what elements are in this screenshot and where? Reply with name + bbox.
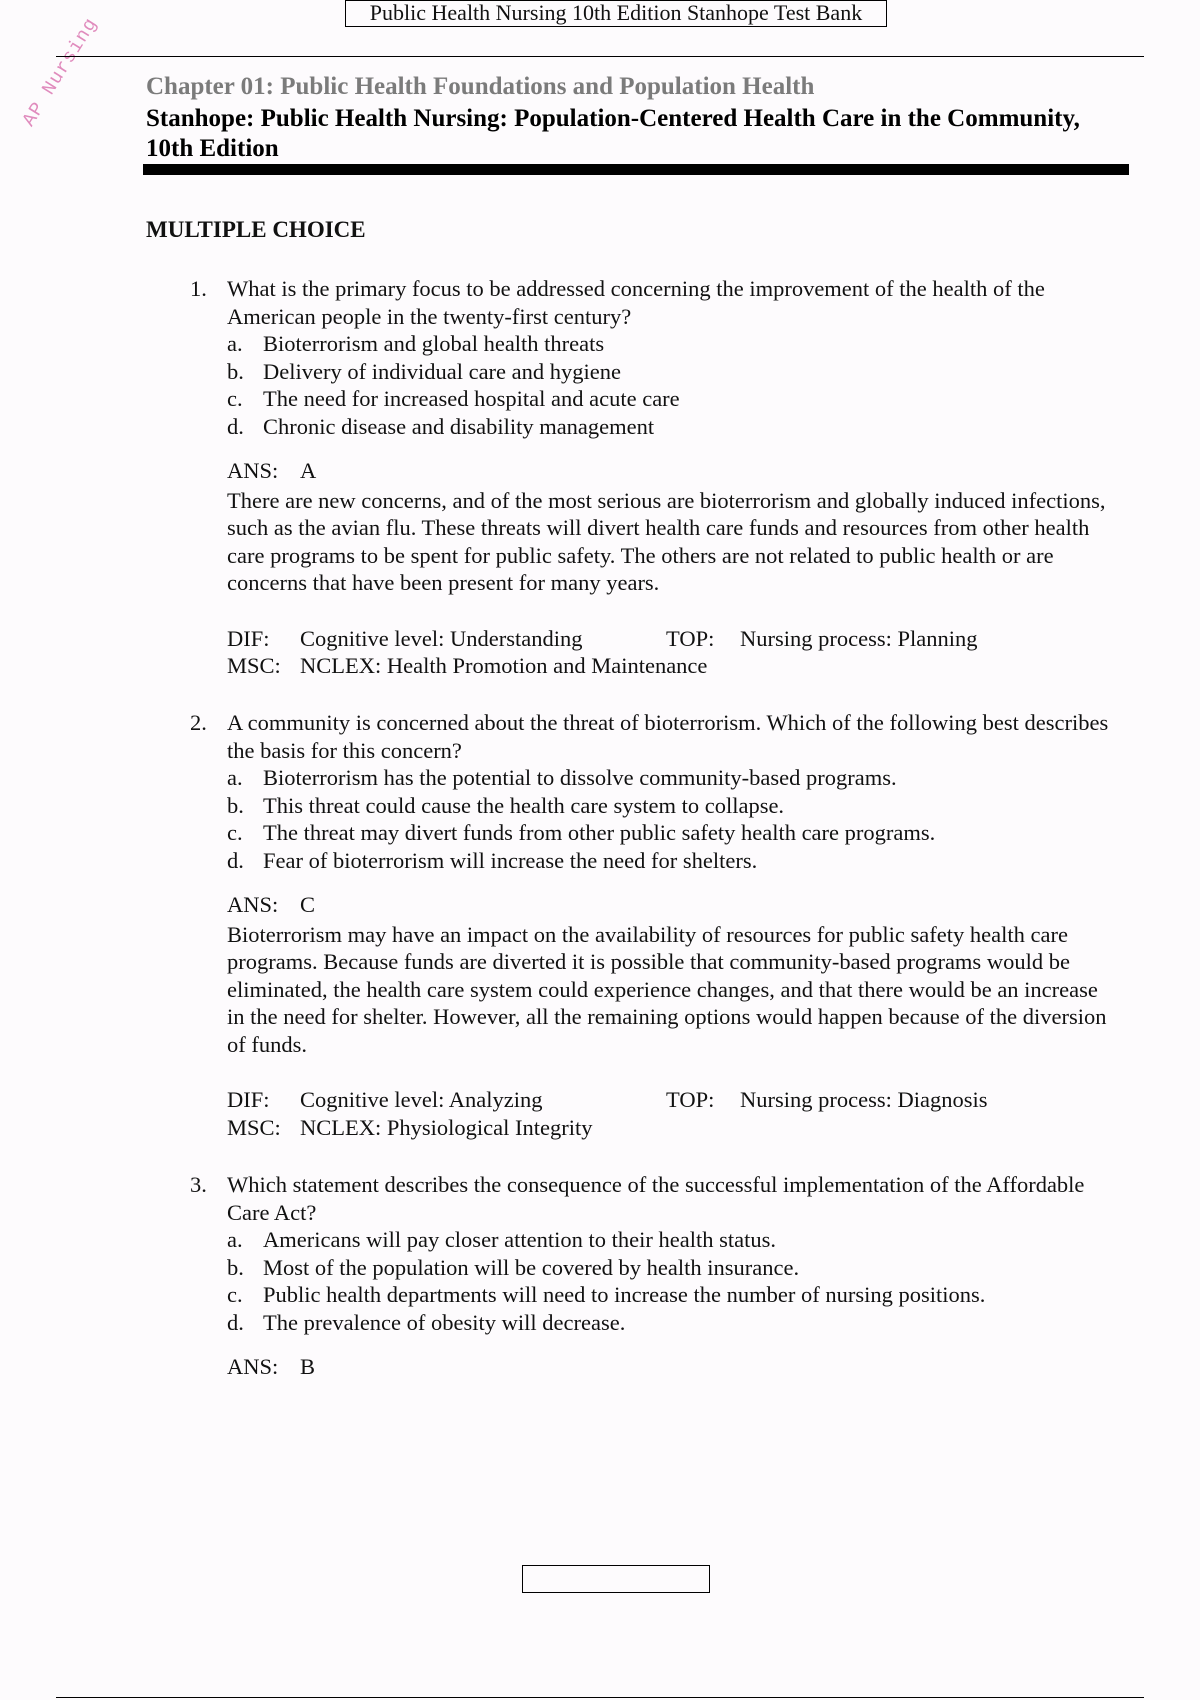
answer: [227, 457, 1120, 485]
rationale: There are new concerns, and of the most serious are bioterrorism and globally induced infections, such as the avian flu. These threats will divert health care funds and resources from other health care programs to be spent for public safety. The others are not related to public health or are concerns that have been present for many years.: [227, 487, 1106, 595]
top-label: TOP:: [666, 1087, 715, 1112]
msc-label: MSC:: [227, 653, 281, 678]
option-text: Americans will pay closer attention to their health status.: [263, 1227, 776, 1252]
footer-divider: [56, 1697, 1144, 1698]
question-3: [190, 1171, 1120, 1381]
option-letter: c.: [227, 820, 243, 845]
title-divider: [143, 164, 1129, 175]
option-b: [227, 1254, 1120, 1282]
page-number-box: [522, 1565, 710, 1593]
option-letter: c.: [227, 386, 243, 411]
option-text: Fear of bioterrorism will increase the need for shelters.: [263, 847, 758, 873]
section-heading: MULTIPLE CHOICE: [146, 217, 366, 242]
answer-label: ANS:: [227, 892, 279, 917]
msc-value: NCLEX: Physiological Integrity: [300, 1114, 593, 1140]
option-text: The threat may divert funds from other public safety health care programs.: [263, 820, 936, 845]
answer: [227, 891, 1120, 919]
chapter-title: Chapter 01: Public Health Foundations and Population Health: [146, 73, 815, 100]
answer: [227, 1353, 1120, 1381]
document-title: Public Health Nursing 10th Edition Stanhope Test Bank: [345, 0, 887, 27]
option-d: [227, 1309, 1120, 1337]
option-text: Delivery of individual care and hygiene: [263, 358, 621, 384]
option-letter: a.: [227, 1227, 243, 1252]
option-letter: b.: [227, 358, 244, 384]
option-c: [227, 1281, 1120, 1309]
option-letter: d.: [227, 847, 244, 873]
answer-value: B: [300, 1354, 316, 1379]
option-text: Bioterrorism has the potential to dissolve community-based programs.: [263, 765, 897, 790]
top-label: TOP:: [666, 625, 715, 651]
dif-value: Cognitive level: Analyzing: [300, 1087, 543, 1112]
header-divider: [56, 56, 1144, 57]
option-letter: a.: [227, 331, 243, 356]
dif-label: DIF:: [227, 625, 270, 651]
question-stem: Which statement describes the consequence of the successful implementation of the Affordable Care Act?: [227, 1172, 1085, 1225]
question-meta: [227, 1086, 1120, 1141]
question-1: [190, 275, 1120, 680]
option-c: [227, 385, 1120, 413]
option-letter: b.: [227, 1254, 244, 1280]
answer-label: ANS:: [227, 1354, 279, 1379]
option-d: [227, 413, 1120, 441]
option-letter: b.: [227, 792, 244, 818]
top-value: Nursing process: Planning: [740, 625, 978, 651]
option-letter: d.: [227, 1309, 244, 1335]
option-text: Chronic disease and disability management: [263, 413, 655, 439]
question-meta: [227, 625, 1120, 680]
answer-value: A: [300, 458, 317, 483]
option-letter: a.: [227, 765, 243, 790]
msc-label: MSC:: [227, 1114, 281, 1140]
option-a: [227, 330, 1120, 358]
option-b: [227, 358, 1120, 386]
option-text: Bioterrorism and global health threats: [263, 331, 605, 356]
answer-label: ANS:: [227, 458, 279, 483]
option-text: This threat could cause the health care system to collapse.: [263, 792, 785, 818]
answer-value: C: [300, 892, 316, 917]
question-number: 1.: [190, 276, 207, 301]
option-text: Public health departments will need to increase the number of nursing positions.: [263, 1282, 986, 1307]
option-text: The prevalence of obesity will decrease.: [263, 1309, 626, 1335]
watermark: AP Nursing: [17, 13, 103, 131]
option-a: [227, 1226, 1120, 1254]
option-b: [227, 792, 1120, 820]
options-list: [227, 1226, 1120, 1336]
option-d: [227, 847, 1120, 875]
question-stem: A community is concerned about the threat of bioterrorism. Which of the following best describes the basis for this concern?: [227, 710, 1109, 763]
msc-value: NCLEX: Health Promotion and Maintenance: [300, 653, 708, 678]
book-title: Stanhope: Public Health Nursing: Population-Centered Health Care in the Community, 10th Edition: [146, 105, 1080, 162]
option-a: [227, 764, 1120, 792]
dif-label: DIF:: [227, 1087, 270, 1112]
option-c: [227, 819, 1120, 847]
top-value: Nursing process: Diagnosis: [740, 1087, 988, 1112]
dif-value: Cognitive level: Understanding: [300, 625, 583, 651]
option-letter: d.: [227, 413, 244, 439]
question-2: [190, 709, 1120, 1141]
question-number: 3.: [190, 1172, 207, 1197]
option-letter: c.: [227, 1282, 243, 1307]
options-list: [227, 330, 1120, 440]
question-number: 2.: [190, 710, 207, 735]
option-text: Most of the population will be covered by health insurance.: [263, 1254, 800, 1280]
option-text: The need for increased hospital and acute care: [263, 386, 680, 411]
options-list: [227, 764, 1120, 874]
question-stem: What is the primary focus to be addressed concerning the improvement of the health of the American people in the twenty-first century?: [227, 276, 1045, 329]
rationale: Bioterrorism may have an impact on the availability of resources for public safety health care programs. Because funds are diverted it is possible that community-based programs would be eliminated, the health care system could experience changes, and that there would be an increase in the need for shelter. However, all the remaining options would happen because of the diversion of funds.: [227, 921, 1107, 1057]
